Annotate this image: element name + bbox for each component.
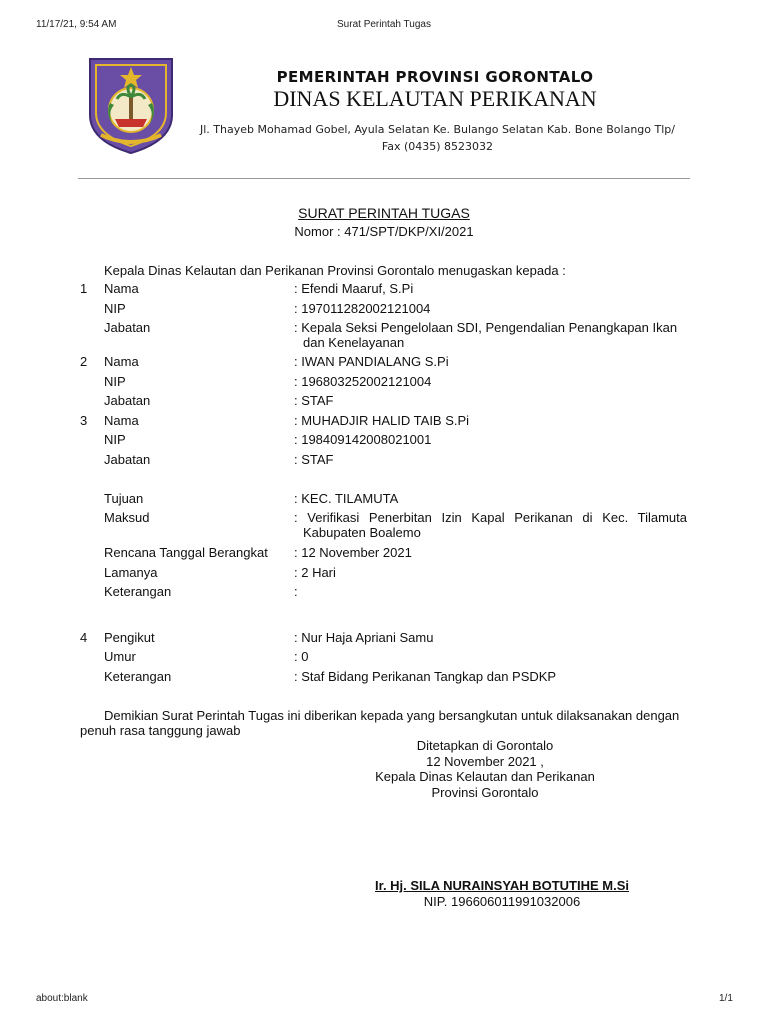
field-label: Keterangan — [104, 669, 172, 684]
field-label: Maksud — [104, 510, 150, 525]
signature-place: Ditetapkan di Gorontalo — [416, 738, 554, 753]
signer-position: Kepala Dinas Kelautan dan Perikanan — [375, 769, 595, 784]
officer-position: : STAF — [294, 393, 334, 408]
field-label: NIP — [104, 432, 126, 447]
follower-age: : 0 — [294, 649, 309, 664]
signer-block — [367, 878, 637, 909]
signature-block — [350, 738, 620, 800]
trip-notes: : — [294, 584, 298, 599]
trip-destination: : KEC. TILAMUTA — [294, 491, 399, 506]
closing-text-cont: penuh rasa tanggung jawab — [80, 723, 241, 738]
print-page-number: 1/1 — [719, 993, 733, 1004]
field-label: Nama — [104, 281, 139, 296]
officer-position-cont: dan Kenelayanan — [303, 335, 405, 350]
officer-name: : MUHADJIR HALID TAIB S.Pi — [294, 413, 470, 428]
org-name-line1: PEMERINTAH PROVINSI GORONTALO — [276, 68, 594, 86]
signer-position-cont: Provinsi Gorontalo — [431, 784, 539, 800]
follower-number: 4 — [80, 630, 88, 645]
trip-purpose: : Verifikasi Penerbitan Izin Kapal Perikanan di Kec. Tilamuta — [294, 510, 687, 525]
trip-purpose-cont: Kabupaten Boalemo — [303, 525, 421, 540]
field-label: Umur — [104, 649, 136, 664]
field-label: Tujuan — [104, 491, 144, 506]
field-label: Nama — [104, 354, 139, 369]
officer-nip: : 197011282002121004 — [294, 301, 431, 316]
officer-number: 2 — [80, 354, 88, 369]
officer-position: : Kepala Seksi Pengelolaan SDI, Pengendalian Penangkapan Ikan — [294, 320, 678, 335]
officer-name: : Efendi Maaruf, S.Pi — [294, 281, 414, 296]
address-line2: Fax (0435) 8523032 — [381, 140, 494, 153]
document-number: Nomor : 471/SPT/DKP/XI/2021 — [294, 224, 474, 239]
print-title: Surat Perintah Tugas — [337, 19, 431, 30]
officer-position: : STAF — [294, 452, 334, 467]
field-label: Jabatan — [104, 452, 151, 467]
signer-nip: NIP. 196606011991032006 — [423, 893, 581, 909]
signature-date: 12 November 2021 , — [426, 753, 544, 769]
officer-nip: : 196803252002121004 — [294, 374, 432, 389]
field-label: Jabatan — [104, 393, 151, 408]
field-label: Pengikut — [104, 630, 155, 645]
field-label: NIP — [104, 374, 126, 389]
field-label: Lamanya — [104, 565, 158, 580]
signer-name: Ir. Hj. SILA NURAINSYAH BOTUTIHE M.Si — [374, 878, 629, 893]
field-label: Jabatan — [104, 320, 151, 335]
officer-nip: : 198409142008021001 — [294, 432, 432, 447]
field-label: Rencana Tanggal Berangkat — [104, 545, 268, 560]
intro-text: Kepala Dinas Kelautan dan Perikanan Provinsi Gorontalo menugaskan kepada : — [104, 263, 566, 278]
header-divider — [78, 178, 690, 179]
field-label: NIP — [104, 301, 126, 316]
field-label: Nama — [104, 413, 139, 428]
officer-number: 3 — [80, 413, 88, 428]
officer-name: : IWAN PANDIALANG S.Pi — [294, 354, 449, 369]
field-label: Keterangan — [104, 584, 172, 599]
document-title: SURAT PERINTAH TUGAS — [298, 205, 470, 221]
org-address — [175, 121, 700, 155]
org-name-line2: DINAS KELAUTAN PERIKANAN — [273, 86, 597, 111]
officer-number: 1 — [80, 281, 88, 296]
closing-text: Demikian Surat Perintah Tugas ini diberikan kepada yang bersangkutan untuk dilaksanakan dengan — [104, 708, 680, 723]
follower-name: : Nur Haja Apriani Samu — [294, 630, 434, 645]
follower-notes: : Staf Bidang Perikanan Tangkap dan PSDKP — [294, 669, 557, 684]
print-url: about:blank — [36, 993, 88, 1004]
trip-duration: : 2 Hari — [294, 565, 336, 580]
address-line1: Jl. Thayeb Mohamad Gobel, Ayula Selatan Ke. Bulango Selatan Kab. Bone Bolango Tlp/ — [200, 123, 675, 136]
provincial-emblem-icon — [87, 55, 175, 155]
print-datetime: 11/17/21, 9:54 AM — [36, 19, 117, 30]
trip-departure-date: : 12 November 2021 — [294, 545, 412, 560]
